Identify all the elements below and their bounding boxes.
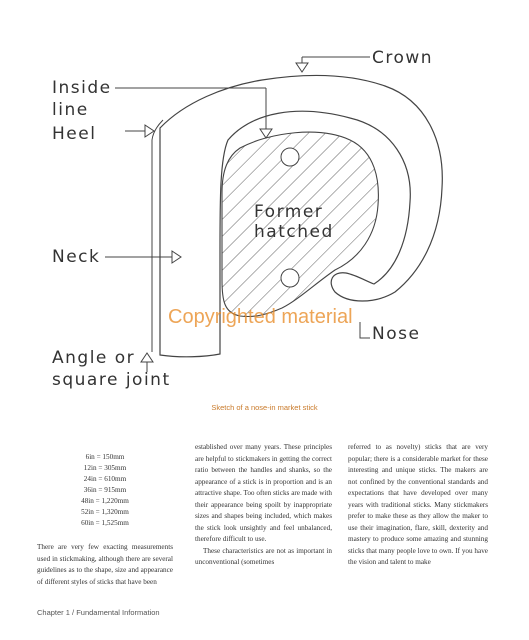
label-inside-line-1: Inside [52, 78, 112, 98]
figure-caption: Sketch of a nose-in market stick [211, 403, 318, 412]
text-column-1 [37, 442, 173, 588]
dowel-hole-lower [281, 269, 299, 287]
label-crown: Crown [372, 48, 434, 68]
heel-line [152, 120, 163, 352]
text-column-3 [348, 442, 488, 569]
neck-arrow-icon [172, 251, 181, 263]
body-paragraph: established over many years. These principles are helpful to stickmakers in getting the correct ratio between the handles and shanks, so the appearance of a stick is in proportion and is an attractive shape. Too often sticks are made with their appearance being spoilt by inappropriate sizes and shapes being included, which makes the stick look unsightly and feel unbalanced, therefore difficult to use. [195, 443, 332, 543]
measurement-item: 52in = 1,320mm [81, 508, 129, 516]
body-paragraph: These characteristics are not as important in unconventional (sometimes [195, 546, 332, 566]
measurement-item: 24in = 610mm [83, 475, 127, 483]
dowel-hole-upper [281, 148, 299, 166]
body-paragraph: referred to as novelty) sticks that are very popular; there is a considerable market for these interesting and unique sticks. The makers are not confined by the conventional standards and expectations that have developed over many years with traditional sticks. Many stickmakers prefer to make these as they allow the maker to use their imagination, flare, skill, dexterity and mastery to produce some amazing and stunning sticks that many people love to own. If you have the vision and talent to make [348, 443, 488, 566]
measurement-item: 60in = 1,525mm [81, 519, 129, 527]
label-angle-or: Angle or [52, 348, 136, 368]
measurement-list [37, 452, 173, 529]
measurement-item: 12in = 305mm [83, 464, 127, 472]
label-nose: Nose [372, 324, 421, 344]
label-heel: Heel [52, 124, 97, 144]
angle-joint-arrow-icon [141, 353, 153, 362]
measurement-item: 36in = 915mm [83, 486, 127, 494]
crown-arrow-icon [296, 63, 308, 72]
measurement-item: 48in = 1,220mm [81, 497, 129, 505]
label-inside-line-2: line [52, 100, 89, 120]
label-former: Former [254, 202, 324, 222]
body-paragraph: There are very few exacting measurements used in stickmaking, although there are several guidelines as to the shape, size and appearance of different styles of sticks that have been [37, 543, 173, 586]
label-hatched: hatched [254, 222, 334, 242]
label-square-joint: square joint [52, 370, 171, 390]
page-footer: Chapter 1 / Fundamental Information [37, 608, 160, 617]
watermark: Copyrighted material [168, 306, 353, 328]
measurement-item: 6in = 150mm [85, 453, 125, 461]
label-neck: Neck [52, 247, 101, 267]
text-column-2 [195, 442, 332, 569]
nose-bracket [360, 322, 370, 338]
